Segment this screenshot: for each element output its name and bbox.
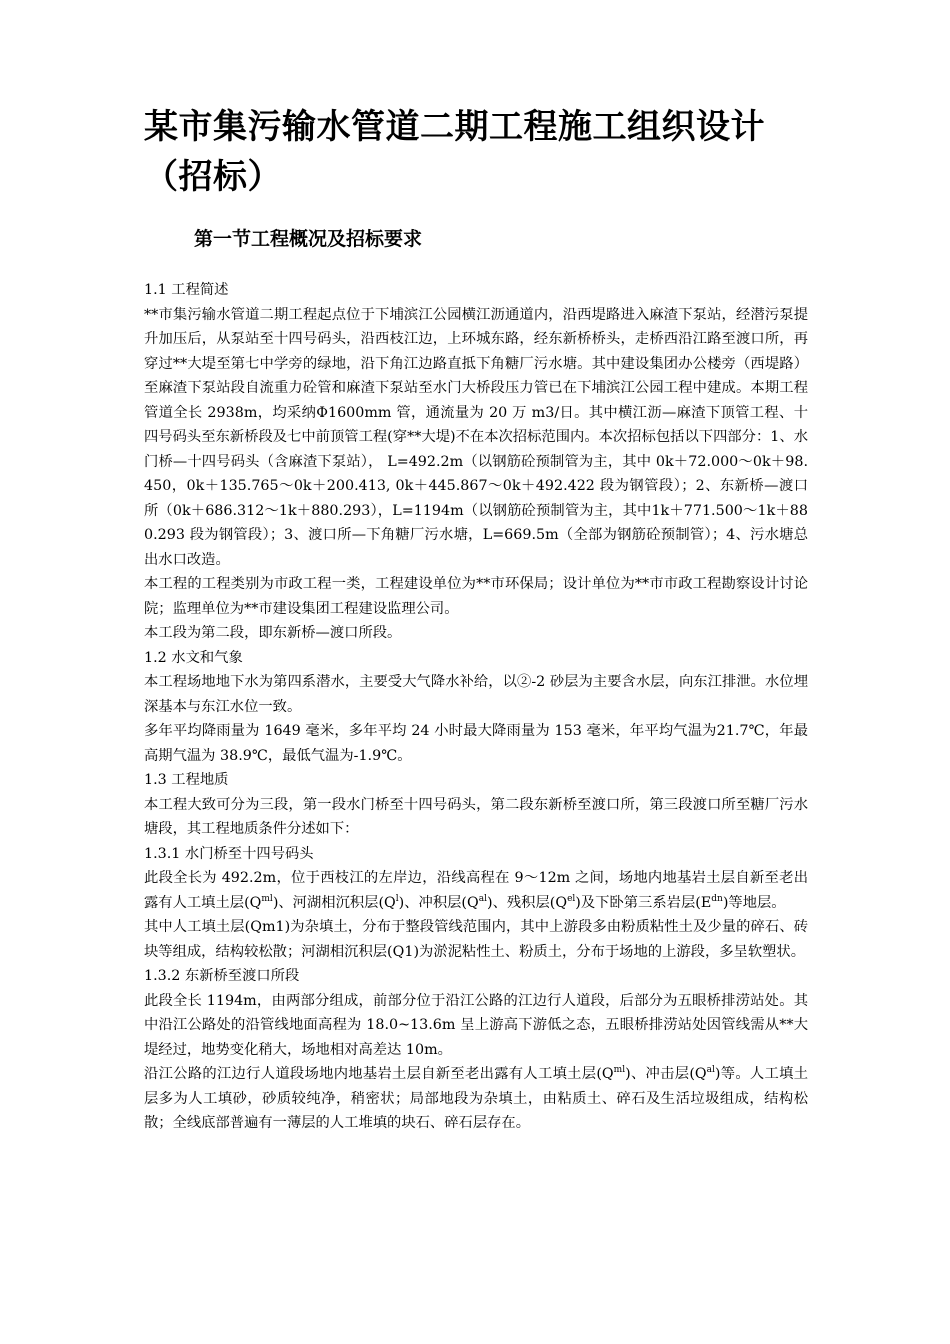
paragraph-section-one-fill: 其中人工填土层(Qm1)为杂填土，分布于整段管线范围内，其中上游段多由粉质粘性土及少量的碎石、砖块等组成，结构较松散；河湖相沉积层(Q1)为淤泥粘性土、粉质土，分布于场地的上游段，多呈软塑状。 xyxy=(144,919,808,960)
superscript: dn xyxy=(711,893,723,904)
superscript: al xyxy=(706,1065,715,1076)
heading-1-3-1: 1.3.1 水门桥至十四号码头 xyxy=(144,845,314,862)
paragraph-section-one-strata xyxy=(144,866,808,915)
paragraph-groundwater: 本工程场地地下水为第四系潜水，主要受大气降水补给，以②-2 砂层为主要含水层，向东江排泄。水位埋深基本与东江水位一致。 xyxy=(144,674,808,715)
heading-1-3: 1.3 工程地质 xyxy=(144,772,229,788)
heading-1-1: 1.1 工程简述 xyxy=(144,282,229,298)
text-run: )、河湖相沉积层(Q xyxy=(272,894,396,911)
heading-1-3-2: 1.3.2 东新桥至渡口所段 xyxy=(144,968,300,984)
paragraph-project-parties: 本工程的工程类别为市政工程一类，工程建设单位为**市环保局；设计单位为**市市政工程勘察设计讨论院；监理单位为**市建设集团工程建设监理公司。 xyxy=(144,576,808,617)
text-run: )、冲击层(Q xyxy=(625,1066,707,1082)
superscript: ml xyxy=(613,1065,626,1076)
paragraph-section-two-overview: 此段全长 1194m，由两部分组成，前部分位于沿江公路的江边行人道段，后部分为五眼桥排涝站处。其中沿江公路处的沿管线地面高程为 18.0~13.6m 呈上游高下游低之态，五眼桥排涝站处因管线需从**大堤经过，地势变化稍大，场地相对高差达 10m。 xyxy=(144,992,808,1058)
text-run: )、冲积层(Q xyxy=(398,894,479,911)
text-run: 此段全长为 492.2m，位于西枝江的左岸边，沿线高程在 9～12m 之间，场地内地基岩土层自新至老出露有人工填土层(Q xyxy=(144,870,808,911)
paragraph-project-section: 本工段为第二段，即东新桥—渡口所段。 xyxy=(144,625,402,641)
text-run: )、残积层(Q xyxy=(487,894,568,911)
superscript: ml xyxy=(261,893,273,904)
text-run: 沿江公路的江边行人道段场地内地基岩土层自新至老出露有人工填土层(Q xyxy=(144,1066,614,1082)
text-run: )及下卧第三系岩层(E xyxy=(575,894,712,911)
superscript: al xyxy=(478,893,487,904)
superscript: el xyxy=(567,893,576,904)
document-page xyxy=(144,102,808,1136)
document-title: 某市集污输水管道二期工程施工组织设计（招标） xyxy=(144,107,765,197)
text-run: )等地层。 xyxy=(722,894,786,911)
paragraph-geology-intro: 本工程大致可分为三段，第一段水门桥至十四号码头，第二段东新桥至渡口所，第三段渡口所至糖厂污水塘段，其工程地质条件分述如下： xyxy=(144,796,808,837)
section-title: 第一节工程概况及招标要求 xyxy=(194,228,423,250)
text-run: )等。人工填土层多为人工填砂，砂质较纯净，稍密状；局部地段为杂填土，由粘质土、碎石及生活垃圾组成，结构松散；全线底部普遍有一薄层的人工堆填的块石、碎石层存在。 xyxy=(144,1066,809,1131)
paragraph-project-overview: **市集污输水管道二期工程起点位于下埔滨江公园横江沥通道内，沿西堤路进入麻渣下泵站，经潜污泵提升加压后，从泵站至十四号码头，沿西枝江边，上环城东路，经东新桥桥头，走桥西沿江路至渡口所，再穿过**大堤至第七中学旁的绿地，沿下角江边路直抵下角糖厂污水塘。其中建设集团办公楼旁（西堤路）至麻渣下泵站段自流重力砼管和麻渣下泵站至水门大桥段压力管已在下埔滨江公园工程中建成。本期工程管道全长 2938m，均采纳Φ1600mm 管，通流量为 20 万 m3/日。其中横江沥—麻渣下顶管工程、十四号码头至东新桥段及七中前顶管工程(穿**大堤)不在本次招标范围内。本次招标包括以下四部分：1、水门桥—十四号码头（含麻渣下泵站）， L=492.2m（以钢筋砼预制管为主，其中 0k＋72.000～0k＋98.450，0k＋135.765～0k＋200.413, 0k＋445.867～0k＋492.422 段为钢管段）；2、东新桥—渡口所（0k＋686.312～1k＋880.293），L=1194m（以钢筋砼预制管为主，其中1k＋771.500～1k＋880.293 段为钢管段）；3、渡口所—下角糖厂污水塘，L=669.5m（全部为钢筋砼预制管）；4、污水塘总出水口改造。 xyxy=(144,306,808,568)
superscript: l xyxy=(395,893,399,904)
paragraph-climate: 多年平均降雨量为 1649 毫米，多年平均 24 小时最大降雨量为 153 毫米，年平均气温为21.7℃，年最高期气温为 38.9℃，最低气温为-1.9℃。 xyxy=(144,723,808,764)
heading-1-2: 1.2 水文和气象 xyxy=(144,649,243,666)
paragraph-section-two-strata xyxy=(144,1062,808,1136)
